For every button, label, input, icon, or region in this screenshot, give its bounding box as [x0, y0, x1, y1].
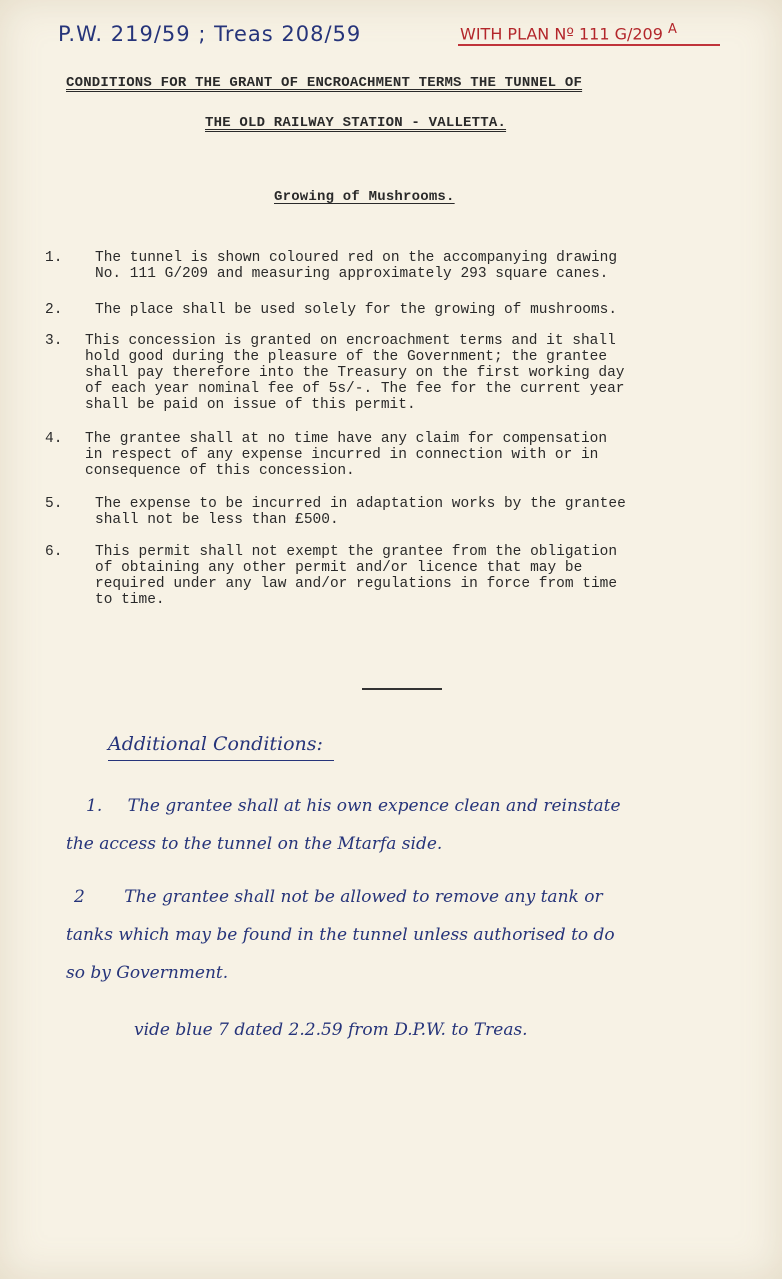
plan-reference-text: WITH PLAN Nº 111 G/209: [460, 24, 663, 44]
reference-numbers: P.W. 219/59 ; Treas 208/59: [58, 22, 362, 46]
condition-line: shall pay therefore into the Treasury on the first working day: [85, 365, 625, 381]
condition-line: This concession is granted on encroachment terms and it shall: [85, 333, 616, 349]
additional-item-line: so by Government.: [66, 963, 229, 983]
additional-item-line: the access to the tunnel on the Mtarfa side.: [66, 834, 443, 854]
condition-number: 6.: [45, 544, 63, 560]
additional-heading-underline: [108, 760, 334, 761]
additional-item-2: [66, 878, 615, 992]
condition-line: The tunnel is shown coloured red on the accompanying drawing: [95, 250, 618, 266]
condition-line: required under any law and/or regulations in force from time: [95, 576, 618, 592]
condition-line: in respect of any expense incurred in connection with or in: [85, 447, 599, 463]
condition-line: No. 111 G/209 and measuring approximately 293 square canes.: [95, 266, 609, 282]
plan-suffix: A: [668, 22, 677, 37]
condition-line: hold good during the pleasure of the Government; the grantee: [85, 349, 608, 365]
condition-line: shall be paid on issue of this permit.: [85, 397, 416, 413]
condition-line: The grantee shall at no time have any claim for compensation: [85, 431, 608, 447]
additional-item-number: 2: [74, 887, 85, 907]
additional-item-line: tanks which may be found in the tunnel unless authorised to do: [66, 925, 615, 945]
condition-line: of obtaining any other permit and/or licence that may be: [95, 560, 583, 576]
subtitle: Growing of Mushrooms.: [274, 189, 455, 205]
condition-line: The expense to be incurred in adaptation works by the grantee: [95, 496, 626, 512]
title-line-1: CONDITIONS FOR THE GRANT OF ENCROACHMENT TERMS THE TUNNEL OF: [66, 75, 583, 91]
additional-item-line: The grantee shall not be allowed to remove any tank or: [124, 887, 603, 907]
title-line-2: THE OLD RAILWAY STATION - VALLETTA.: [205, 115, 507, 131]
condition-line: to time.: [95, 592, 165, 608]
condition-line: of each year nominal fee of 5s/-. The fee for the current year: [85, 381, 625, 397]
plan-underline: [458, 44, 720, 46]
additional-item-1: [66, 787, 621, 863]
condition-line: consequence of this concession.: [85, 463, 355, 479]
section-divider: [362, 688, 442, 690]
condition-number: 3.: [45, 333, 63, 349]
condition-line: The place shall be used solely for the growing of mushrooms.: [95, 302, 618, 318]
additional-item-number: 1.: [86, 796, 103, 816]
additional-heading: Additional Conditions:: [108, 733, 323, 755]
condition-number: 1.: [45, 250, 63, 266]
additional-item-line: The grantee shall at his own expence clean and reinstate: [127, 796, 621, 816]
condition-line: shall not be less than £500.: [95, 512, 339, 528]
condition-line: This permit shall not exempt the grantee from the obligation: [95, 544, 618, 560]
condition-number: 5.: [45, 496, 63, 512]
plan-reference: [460, 22, 677, 43]
condition-number: 4.: [45, 431, 63, 447]
reference-note: vide blue 7 dated 2.2.59 from D.P.W. to Treas.: [134, 1020, 528, 1040]
condition-number: 2.: [45, 302, 63, 318]
